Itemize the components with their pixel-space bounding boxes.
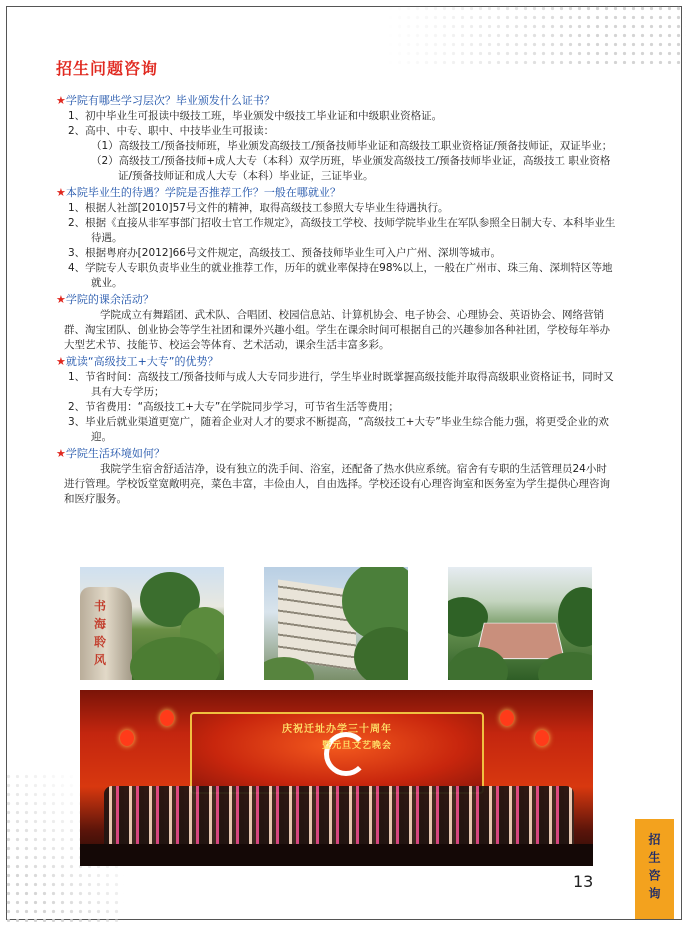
sub-list-item: （2）高级技工/预备技师+成人大专（本科）双学历班，毕业颁发高级技工/预备技师毕业证，高级技工 职业资格证/预备技师证和成人大专（本科）毕业证，三证毕业。 <box>91 155 611 182</box>
section-graduate-treatment <box>56 185 616 291</box>
rock-char: 书 <box>94 599 107 613</box>
banner-line2: 暨元旦文艺晚会 <box>321 741 392 751</box>
star-icon: ★ <box>56 447 66 460</box>
lantern <box>160 710 174 726</box>
section-living-environment <box>56 446 616 507</box>
photo-sports-court <box>448 567 592 680</box>
list-item: 4、学院专人专职负责毕业生的就业推荐工作，历年的就业率保持在98%以上，一般在广州市、珠三角、深圳特区等地就业。 <box>68 262 613 289</box>
list-item: 2、节省费用：“高级技工+大专”在学院同步学习，可节省生活等费用； <box>68 401 399 413</box>
stage-banner <box>190 712 484 794</box>
list-item: 3、根据粤府办[2012]66号文件规定，高级技工、预备技师毕业生可入户广州、深圳等城市。 <box>68 247 501 259</box>
list-item: 1、初中毕业生可报读中级技工班，毕业颁发中级技工毕业证和中级职业资格证。 <box>68 110 443 122</box>
list-item: 1、节省时间：高级技工/预备技师与成人大专同步进行，学生毕业时既掌握高级技能并取得高级职业资格证书，同时又具有大专学历； <box>68 371 614 398</box>
lantern <box>535 730 549 746</box>
side-tab: 招生咨询 <box>635 819 674 919</box>
photo-campus-rock <box>80 567 224 680</box>
rock-char: 聆 <box>94 635 107 649</box>
lantern <box>120 730 134 746</box>
paragraph: 学院成立有舞蹈团、武术队、合唱团、校园信息站、计算机协会、电子协会、心理协会、英语协会、网络营销群、淘宝团队、创业协会等学生社团和课外兴趣小组。学生在课余时间可根据自己的兴趣参加各种社团，学校每年举办大型艺术节、技能节、校运会等体育、艺术活动，课余生活丰富多彩。 <box>64 309 610 351</box>
main-content <box>56 56 616 507</box>
sub-list-item: （1）高级技工/预备技师班，毕业颁发高级技工/预备技师毕业证和高级技工职业资格证/预备技师证，双证毕业； <box>91 140 613 152</box>
banner-line1: 庆祝迁址办学三十周年 <box>282 724 392 735</box>
list-item: 2、根据《直接从非军事部门招收士官工作规定》，高级技工学校、技师学院毕业生在军队参照全日制大专、本科毕业生待遇。 <box>68 217 616 244</box>
section-advantages <box>56 354 616 445</box>
rock-char: 风 <box>94 653 107 667</box>
stage-floor <box>80 844 593 866</box>
star-icon: ★ <box>56 355 66 368</box>
decorative-dots-top-right <box>386 4 686 64</box>
question-heading: ★学院的课余活动？ <box>56 293 154 306</box>
section-extracurricular <box>56 292 616 353</box>
photo-dormitory <box>264 567 408 680</box>
list-item: 1、根据人社部[2010]57号文件的精神，取得高级技工参照大专毕业生待遇执行。 <box>68 202 449 214</box>
photo-anniversary-gala <box>80 690 593 866</box>
star-icon: ★ <box>56 186 66 199</box>
section-study-levels <box>56 93 616 184</box>
star-icon: ★ <box>56 293 66 306</box>
question-heading: ★学院生活环境如何？ <box>56 447 165 460</box>
question-heading: ★本院毕业生的待遇？学院是否推荐工作？一般在哪就业？ <box>56 186 341 199</box>
star-icon: ★ <box>56 94 66 107</box>
page-number: 13 <box>573 872 594 891</box>
question-heading: ★学院有哪些学习层次？毕业颁发什么证书？ <box>56 94 275 107</box>
paragraph: 我院学生宿舍舒适洁净，设有独立的洗手间、浴室，还配备了热水供应系统。宿舍有专职的生活管理员24小时进行管理。学校饭堂宽敞明亮，菜色丰富，丰俭由人，自由选择。学校还设有心理咨询室和医务室为学生提供心理咨询和医疗服务。 <box>64 463 610 505</box>
lantern <box>500 710 514 726</box>
page-title: 招生问题咨询 <box>56 59 159 78</box>
performer-group <box>104 786 574 846</box>
tree <box>558 587 592 647</box>
question-heading: ★就读“高级技工+大专”的优势？ <box>56 355 219 368</box>
list-item: 2、高中、中专、职中、中技毕业生可报读： <box>68 125 275 137</box>
list-item: 3、毕业后就业渠道更宽广，随着企业对人才的要求不断提高，“高级技工+大专”毕业生综合能力强，将更受企业的欢迎。 <box>68 416 609 443</box>
rock-char: 海 <box>94 617 107 631</box>
